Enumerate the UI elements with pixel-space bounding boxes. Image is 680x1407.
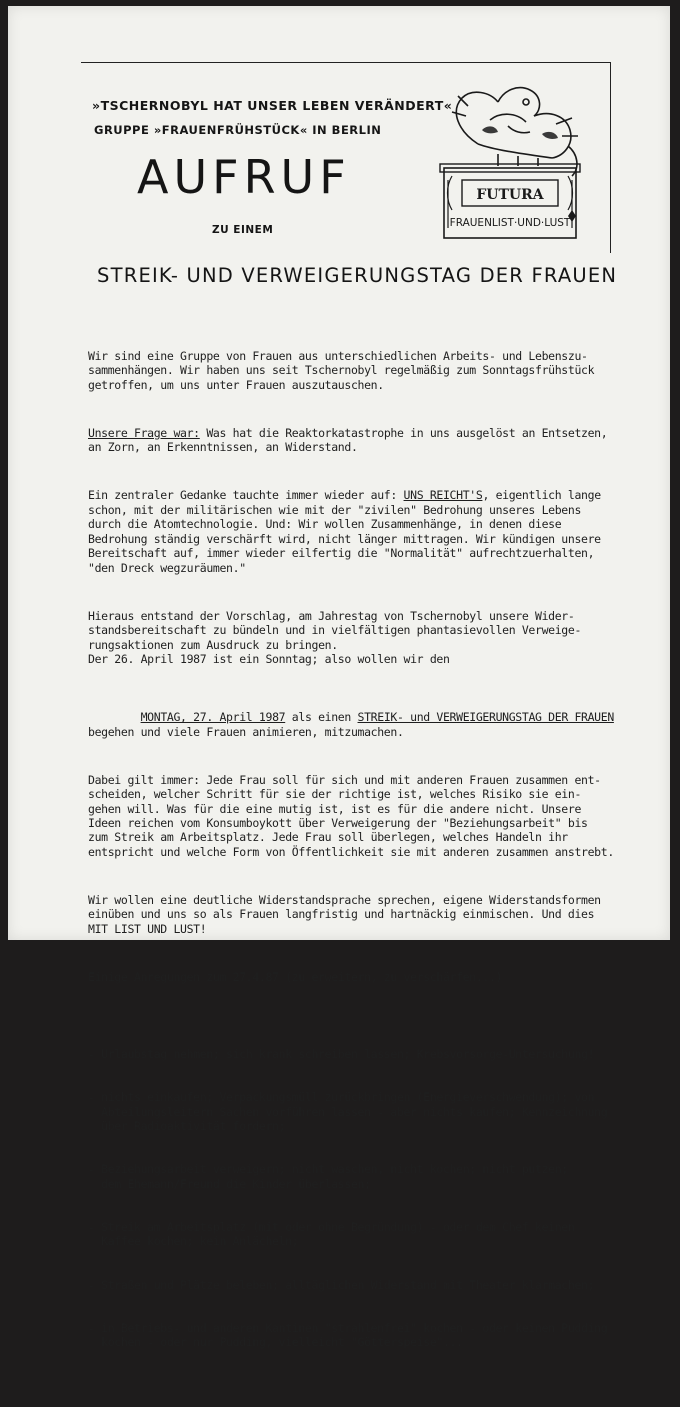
page-title: AUFRUF (137, 150, 351, 204)
uns-reichts-emphasis: UNS REICHT'S (403, 488, 483, 503)
strike-date: MONTAG, 27. April 1987 (140, 710, 286, 725)
central-idea-start: Ein zentraler Gedanke tauchte immer wieder auf: (88, 488, 404, 503)
question-label: Unsere Frage war: (88, 425, 200, 440)
futura-logo (438, 76, 586, 252)
list-item: - Straßen und Plätze beleben; alltäglichen Widerstand mit Theater klarmachen; (88, 1277, 595, 1292)
list-item: - Beziehungsarbeit verweigern; nicht waschen, nicht kochen; nicht putzen; dem Ehemann/Freund die Kinder überlassen; (88, 1162, 568, 1191)
paragraph-intro: Wir sind eine Gruppe von Frauen aus unterschiedlichen Arbeits- und Lebenszu- sammenhängen. Wir haben uns seit Tschernobyl regelmäßig zum Sonntagsfrühstück getroffen, um uns unter Frauen auszutauschen. (88, 348, 595, 392)
paragraph-date (88, 710, 623, 739)
paragraph-principle: Dabei gilt immer: Jede Frau soll für sich und mit anderen Frauen zusammen ent- scheiden, welcher Schritt für sie der richtige ist, welches Risiko sie ein- gehen will. Was für die eine mutig ist, ist es für die andere nicht. Unsere Ideen reichen vom Konsumboykott über Verweigerung der "Beziehungsarbeit" bis zum Streik am Arbeitsplatz. Jede Frau soll überlegen, welches Handeln ihr entspricht und welche Form von Öffentlichkeit sie mit anderen zusammen anstrebt. (88, 772, 614, 859)
date-connector: als einen (285, 710, 358, 725)
paragraph-question (88, 426, 623, 455)
list-item: - nichts einkaufen; Verpackungsmüll zurückbringen (Energieverschwendung); von Abteilungsleitern Sachen vorführen lassen - aber nichts kaufen; Kennzeichnung über Radioaktivität fordern; (88, 1090, 608, 1134)
logo-text-futura: FUTURA (476, 187, 544, 203)
header-line-1: »TSCHERNOBYL HAT UNSER LEBEN VERÄNDERT« (92, 98, 453, 113)
page-subtitle: STREIK- UND VERWEIGERUNGSTAG DER FRAUEN (97, 264, 618, 287)
date-continuation: begehen und viele Frauen animieren, mitzumachen. (88, 724, 404, 739)
subtitle-prefix: ZU EINEM (212, 224, 274, 236)
document-body (88, 320, 623, 1407)
document-page (8, 6, 670, 1350)
paragraph-proposal: Hieraus entstand der Vorschlag, am Jahrestag von Tschernobyl unsere Wider- standsbereitschaft zu bündeln und in vielfältigen phantasievollen Verweige- rungsaktionen zum Ausdruck zu bringen. Der 26. April 1987 ist ein Sonntag; also wollen wir den (88, 608, 582, 666)
paragraph-resistance: Wir wollen eine deutliche Widerstandsprache sprechen, eigene Widerstandsformen einüben und uns so als Frauen langfristig und hartnäckig einmischen. Und dies MIT LIST UND LUST! (88, 893, 601, 936)
list-item: - in Betriebs- und anderen Kantinen "strahlenfrei" kochen - oder keinen Pudding kochen - oder nur Pudding, vielleicht "Götterspeise"... (88, 1320, 608, 1350)
paragraph-suggestions-intro: Einige Anregungen zum 27.4.87 (zu erweitern, zu verschärfen...) (88, 970, 503, 985)
list-item: - Streik am Arbeitsplatz (mit oder ohne Begründung) - oder dem Chef keinen Kaffee kochen; kein Anlächeln; (88, 1219, 575, 1249)
central-idea-rest: , eigentlich lange schon, mit der militärischen wie mit der "zivilen" Bedrohung unseres Lebens durch die Atomtechnologie. Und: Wir wollen Zusammenhänge, in denen diese Bedrohung ständig verschärft wird, nicht länger mittragen. Wir kündigen unsere Bereitschaft auf, immer wieder eilfertig die "Normalität" aufrechtzuerhalten, "den Dreck wegzuräumen." (88, 488, 601, 575)
paragraph-central-idea (88, 488, 623, 574)
strike-day-name: STREIK- und VERWEIGERUNGSTAG DER FRAUEN (357, 710, 614, 725)
header-line-2: GRUPPE »FRAUENFRÜHSTÜCK« IN BERLIN (94, 123, 382, 137)
question-text: Was hat die Reaktorkatastrophe in uns ausgelöst an Entsetzen, an Zorn, an Erkenntnissen, an Widerstand. (88, 425, 608, 455)
logo-text-frauenlist: FRAUENLIST·UND·LUST (449, 217, 571, 229)
list-item: - Urlaubstag nehmen; sich krank schreiben lassen; Krebsvorsorge-Untersuchung! (88, 1047, 595, 1062)
suggestion-list (88, 1018, 623, 1378)
